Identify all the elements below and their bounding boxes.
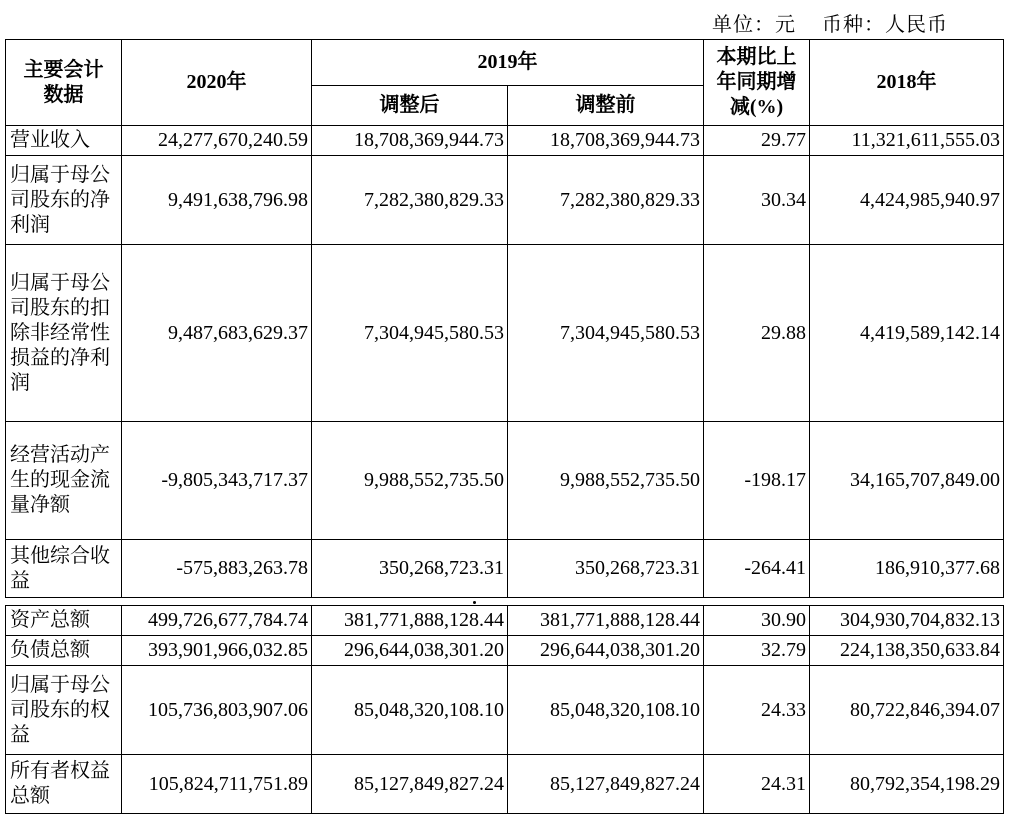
value-change: 24.33 (704, 666, 810, 755)
row-label: 经营活动产生的现金流量净额 (6, 422, 122, 540)
value-2019-before: 85,048,320,108.10 (508, 666, 704, 755)
row-label: 所有者权益总额 (6, 755, 122, 814)
header-change: 本期比上年同期增减(%) (704, 40, 810, 126)
value-2019-before: 350,268,723.31 (508, 540, 704, 598)
value-2018: 4,419,589,142.14 (810, 245, 1004, 422)
value-change: 29.88 (704, 245, 810, 422)
value-2019-adjusted: 7,304,945,580.53 (312, 245, 508, 422)
table-row (6, 540, 1004, 598)
value-change: 24.31 (704, 755, 810, 814)
header-2019-before: 调整前 (508, 86, 704, 126)
header-2018: 2018年 (810, 40, 1004, 126)
value-2019-before: 18,708,369,944.73 (508, 126, 704, 156)
header-2019: 2019年 (312, 40, 704, 86)
value-change: -198.17 (704, 422, 810, 540)
value-2020: -575,883,263.78 (122, 540, 312, 598)
row-label: 负债总额 (6, 636, 122, 666)
row-label: 资产总额 (6, 606, 122, 636)
value-2019-before: 85,127,849,827.24 (508, 755, 704, 814)
table-row (6, 422, 1004, 540)
value-change: 30.90 (704, 606, 810, 636)
row-label: 营业收入 (6, 126, 122, 156)
value-2019-adjusted: 85,127,849,827.24 (312, 755, 508, 814)
value-change: 30.34 (704, 156, 810, 245)
value-2019-adjusted: 7,282,380,829.33 (312, 156, 508, 245)
value-2018: 11,321,611,555.03 (810, 126, 1004, 156)
value-2019-before: 7,304,945,580.53 (508, 245, 704, 422)
value-2020: 9,487,683,629.37 (122, 245, 312, 422)
value-2019-before: 7,282,380,829.33 (508, 156, 704, 245)
value-2018: 186,910,377.68 (810, 540, 1004, 598)
value-2019-adjusted: 381,771,888,128.44 (312, 606, 508, 636)
value-2019-adjusted: 9,988,552,735.50 (312, 422, 508, 540)
value-2020: 499,726,677,784.74 (122, 606, 312, 636)
value-2018: 34,165,707,849.00 (810, 422, 1004, 540)
financial-balance-table (5, 605, 1004, 814)
value-2018: 304,930,704,832.13 (810, 606, 1004, 636)
value-2020: 393,901,966,032.85 (122, 636, 312, 666)
currency-label: 币种：人民币 (822, 14, 948, 36)
table-row (6, 156, 1004, 245)
table-row (6, 636, 1004, 666)
value-2020: 9,491,638,796.98 (122, 156, 312, 245)
financial-data-table (5, 39, 1004, 598)
value-change: -264.41 (704, 540, 810, 598)
value-2020: 105,736,803,907.06 (122, 666, 312, 755)
value-change: 32.79 (704, 636, 810, 666)
table-row (6, 755, 1004, 814)
row-label: 归属于母公司股东的权益 (6, 666, 122, 755)
header-2020: 2020年 (122, 40, 312, 126)
unit-currency-line (712, 8, 948, 37)
unit-label: 单位：元 (712, 14, 796, 36)
value-2018: 224,138,350,633.84 (810, 636, 1004, 666)
table-row (6, 126, 1004, 156)
table-row (6, 245, 1004, 422)
value-2019-before: 381,771,888,128.44 (508, 606, 704, 636)
value-2020: 105,824,711,751.89 (122, 755, 312, 814)
value-2020: 24,277,670,240.59 (122, 126, 312, 156)
stray-dot (473, 601, 476, 604)
value-2018: 80,722,846,394.07 (810, 666, 1004, 755)
header-item: 主要会计数据 (6, 40, 122, 126)
row-label: 归属于母公司股东的扣除非经常性损益的净利润 (6, 245, 122, 422)
table-row (6, 606, 1004, 636)
value-2019-adjusted: 296,644,038,301.20 (312, 636, 508, 666)
row-label: 其他综合收益 (6, 540, 122, 598)
value-2019-adjusted: 85,048,320,108.10 (312, 666, 508, 755)
value-2018: 4,424,985,940.97 (810, 156, 1004, 245)
value-2019-adjusted: 350,268,723.31 (312, 540, 508, 598)
value-change: 29.77 (704, 126, 810, 156)
value-2018: 80,792,354,198.29 (810, 755, 1004, 814)
row-label: 归属于母公司股东的净利润 (6, 156, 122, 245)
table-row (6, 666, 1004, 755)
value-2019-before: 296,644,038,301.20 (508, 636, 704, 666)
value-2020: -9,805,343,717.37 (122, 422, 312, 540)
value-2019-before: 9,988,552,735.50 (508, 422, 704, 540)
value-2019-adjusted: 18,708,369,944.73 (312, 126, 508, 156)
header-2019-adjusted: 调整后 (312, 86, 508, 126)
